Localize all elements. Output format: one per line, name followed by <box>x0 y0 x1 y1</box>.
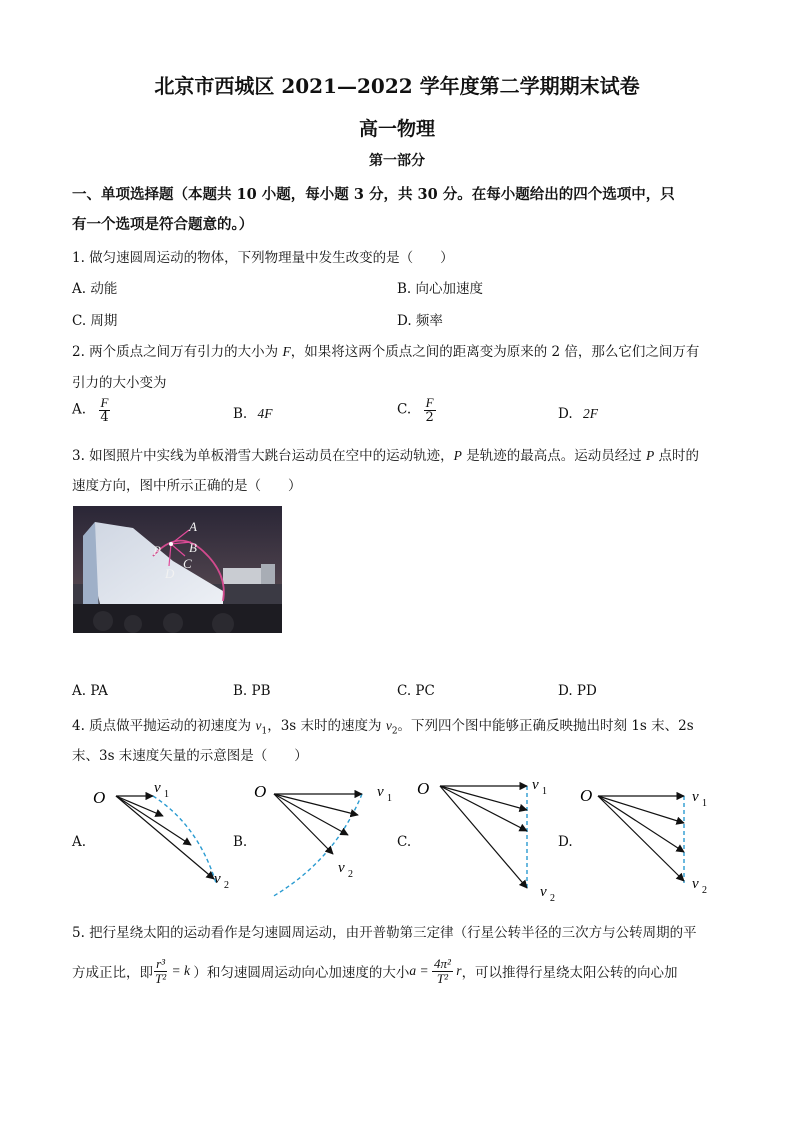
q5-kepler-fraction <box>153 957 168 985</box>
diagram-b-v2-sub: 2 <box>348 869 353 880</box>
section-heading-line2: 有一个选项是符合题意的。） <box>72 216 254 233</box>
q2-stem-part1: 2. 两个质点之间万有引力的大小为 <box>72 344 283 360</box>
q4-option-c-label: C. <box>397 834 412 850</box>
diagram-c-v1: v <box>532 777 539 793</box>
diagram-c-origin: O <box>417 779 430 798</box>
q5-acceleration-fraction <box>432 957 453 985</box>
diagram-b-v1: v <box>377 784 384 800</box>
q4-stem-part2: ，3s 末时的速度为 <box>267 718 386 734</box>
q1-option-a: A. 动能 <box>72 281 118 297</box>
diagram-d-v1: v <box>692 789 699 805</box>
q4-v1-sub: 1 <box>261 726 268 737</box>
q3-stem-line2: 速度方向，图中所示正确的是（ ） <box>72 478 302 494</box>
photo-label-a: A <box>189 519 197 534</box>
q4-diagram-d <box>574 775 724 900</box>
diagram-b-v2: v <box>338 860 345 876</box>
diagram-d-v2-sub: 2 <box>702 885 707 896</box>
diagram-b-origin: O <box>254 782 267 801</box>
snowboard-jump-illustration <box>73 506 282 633</box>
snowboard-jump-photo <box>73 506 282 633</box>
q2-option-b <box>233 406 273 422</box>
diagram-a-v2-sub: 2 <box>224 880 229 891</box>
q4-v2: v <box>385 718 392 733</box>
diagram-a-origin: O <box>93 788 106 807</box>
q5-r: r <box>452 963 462 979</box>
q3-stem-part1: 3. 如图照片中实线为单板滑雪大跳台运动员在空中的运动轨迹， <box>72 448 454 464</box>
q3-stem-part3: 点时的 <box>654 448 700 464</box>
q2-stem-f: F <box>282 344 291 359</box>
q3-stem-p2: P <box>646 448 655 463</box>
q4-diagram-b <box>250 775 400 900</box>
section-heading-line1: 一、单项选择题（本题共 10 小题，每小题 3 分，共 30 分。在每小题给出的四个选项中，只 <box>72 186 675 203</box>
diagram-c-v2-sub: 2 <box>550 893 555 904</box>
q1-option-c: C. 周期 <box>72 313 118 329</box>
diagram-c-v1-sub: 1 <box>542 786 547 797</box>
q4-stem-part3: 。下列四个图中能够正确反映抛出时刻 1s 末、2s <box>397 718 694 734</box>
q2-b-value: 4F <box>257 406 273 421</box>
q2-stem-line2: 引力的大小变为 <box>72 375 167 391</box>
q5-a-equals: a = <box>409 963 432 979</box>
q4-v2-sub: 2 <box>391 726 398 737</box>
q4-stem-line2: 末、3s 末速度矢量的示意图是（ ） <box>72 748 308 764</box>
q2-c-numerator: F <box>425 395 434 410</box>
q5-stem-part1: 方成正比，即 <box>72 965 153 982</box>
q1-stem: 1. 做匀速圆周运动的物体，下列物理量中发生改变的是（ ） <box>72 250 454 266</box>
q3-option-c: C. PC <box>397 683 435 699</box>
q4-option-b-label: B. <box>233 834 248 850</box>
photo-label-b: B <box>189 540 197 555</box>
q3-option-a: A. PA <box>72 683 108 699</box>
q4-diagram-a <box>88 775 238 900</box>
q5-frac2-numerator: 4π² <box>434 956 451 971</box>
q2-a-denominator: 4 <box>100 409 109 425</box>
q2-option-c <box>397 396 436 424</box>
photo-label-d: D <box>165 566 175 581</box>
q5-stem-line2 <box>72 957 678 985</box>
exam-title: 北京市西城区 2021—2022 学年度第二学期期末试卷 <box>154 74 640 98</box>
q4-v1: v <box>255 718 262 733</box>
diagram-a-v1-sub: 1 <box>164 789 169 800</box>
photo-label-p: P <box>153 543 161 558</box>
diagram-a-v2: v <box>214 871 221 887</box>
q2-a-label: A. <box>72 401 87 418</box>
q5-frac2-denominator: T² <box>436 970 449 986</box>
diagram-c-v2: v <box>540 884 547 900</box>
q4-diagram-c <box>412 770 562 905</box>
q1-option-d: D. 频率 <box>397 313 443 329</box>
q2-c-fraction <box>423 396 435 424</box>
q2-d-value: 2F <box>582 406 598 421</box>
q3-stem-p: P <box>453 448 462 463</box>
q2-c-label: C. <box>397 401 412 418</box>
q2-stem-part2: ，如果将这两个质点之间的距离变为原来的 2 倍，那么它们之间万有 <box>290 344 700 360</box>
q2-stem <box>72 340 699 360</box>
q3-stem <box>72 444 699 464</box>
diagram-d-v1-sub: 1 <box>702 798 707 809</box>
q5-frac1-numerator: r³ <box>156 956 166 971</box>
q5-stem-line1: 5. 把行星绕太阳的运动看作是匀速圆周运动，由开普勒第三定律（行星公转半径的三次方与公转周期的平 <box>72 925 697 941</box>
diagram-b-v1-sub: 1 <box>387 793 392 804</box>
part-title: 第一部分 <box>369 153 425 169</box>
q2-b-label: B. <box>233 406 248 422</box>
q3-option-d: D. PD <box>558 683 597 699</box>
q4-option-d-label: D. <box>558 834 573 850</box>
q3-stem-part2: 是轨迹的最高点。运动员经过 <box>461 448 647 464</box>
q4-stem-part1: 4. 质点做平抛运动的初速度为 <box>72 718 256 734</box>
q5-equals-k: = k <box>168 963 194 979</box>
q5-stem-part3: ，可以推得行星绕太阳公转的向心加 <box>461 965 678 982</box>
q2-option-a <box>72 396 111 424</box>
q1-option-b: B. 向心加速度 <box>397 281 484 297</box>
q2-a-fraction <box>98 396 110 424</box>
q5-stem-part2: ）和匀速圆周运动向心加速度的大小 <box>193 965 410 982</box>
q2-c-denominator: 2 <box>425 409 434 425</box>
q3-option-b: B. PB <box>233 683 271 699</box>
subject-title: 高一物理 <box>358 118 435 140</box>
q2-d-label: D. <box>558 406 573 422</box>
q4-option-a-label: A. <box>72 834 87 850</box>
q4-stem <box>72 714 694 737</box>
q2-option-d <box>558 406 598 422</box>
q2-a-numerator: F <box>100 395 109 410</box>
q5-frac1-denominator: T² <box>155 970 167 986</box>
photo-label-c: C <box>183 556 192 571</box>
diagram-d-v2: v <box>692 876 699 892</box>
diagram-d-origin: O <box>580 786 593 805</box>
diagram-a-v1: v <box>154 780 161 796</box>
